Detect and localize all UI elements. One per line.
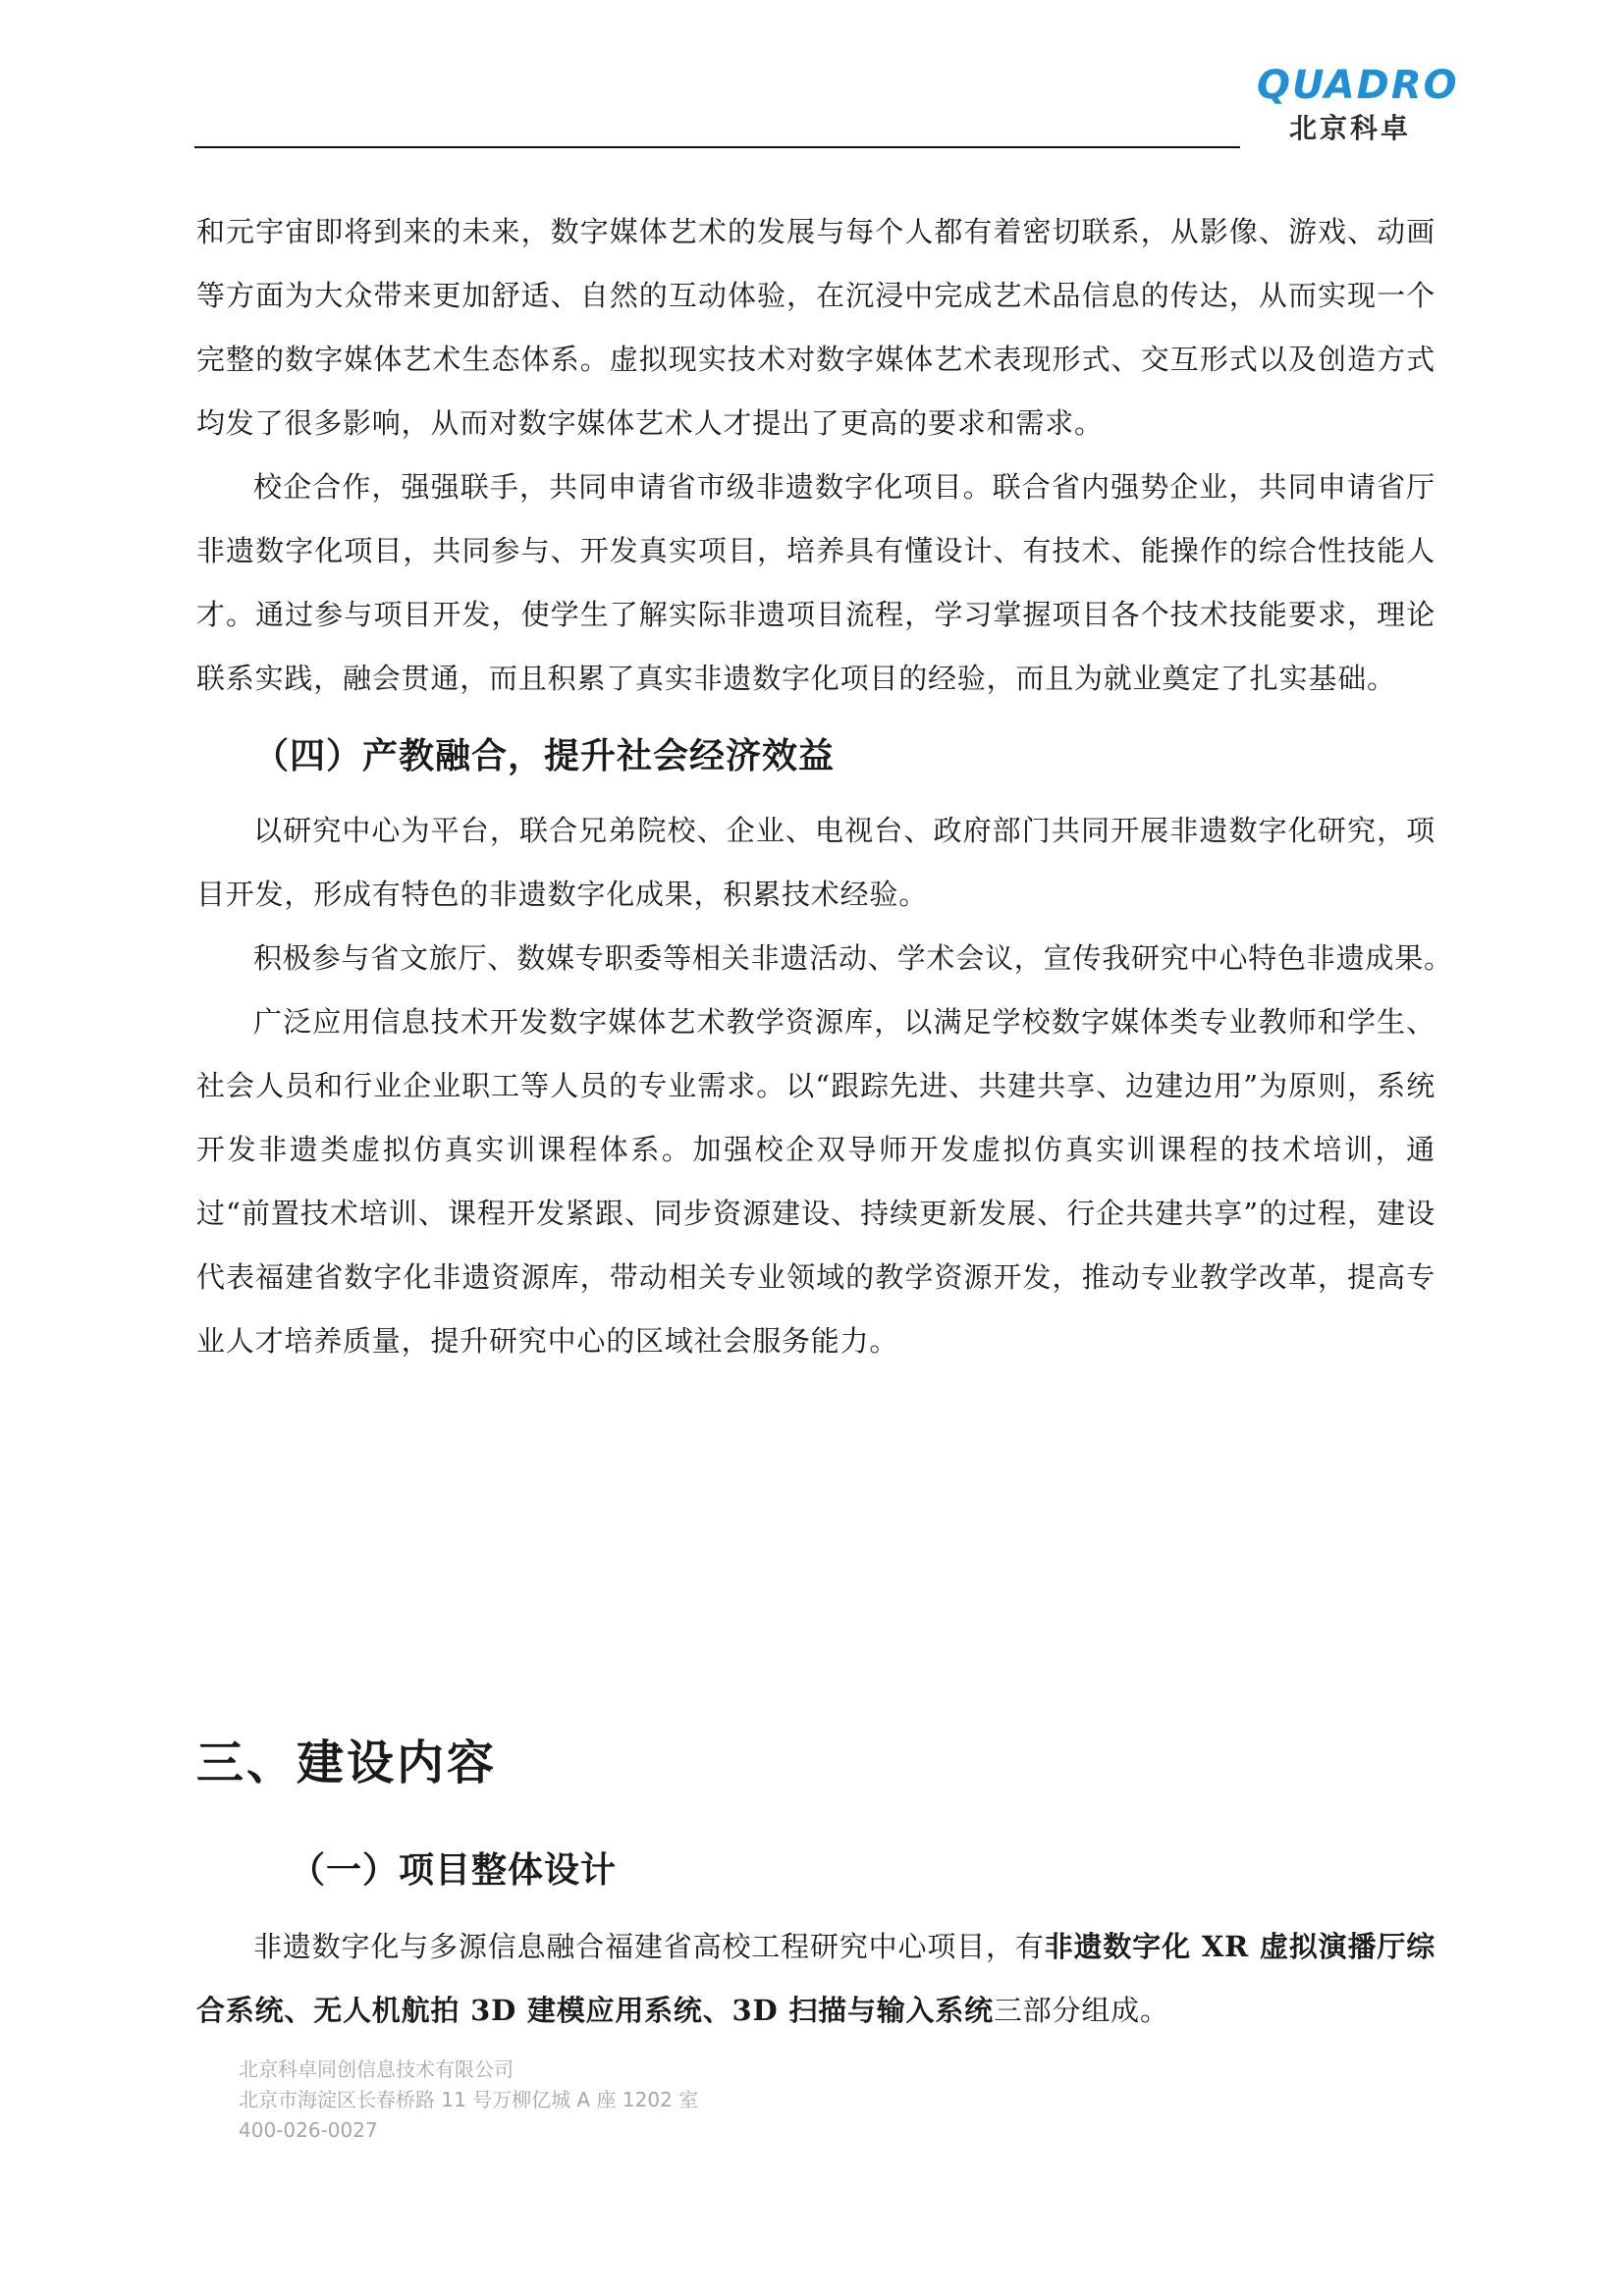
paragraph-continuation: 和元宇宙即将到来的未来，数字媒体艺术的发展与每个人都有着密切联系，从影像、游戏、动画等方面为大众带来更加舒适、自然的互动体验，在沉浸中完成艺术品信息的传达，从而实现一个完整的数字媒体艺术生态体系。虚拟现实技术对数字媒体艺术表现形式、交互形式以及创造方式均发了很多影响，从而对数字媒体艺术人才提出了更高的要求和需求。: [196, 215, 1435, 440]
composition-tail: 三部分组成。: [993, 1994, 1169, 2027]
footer-phone: 400-026-0027: [239, 2118, 378, 2142]
company-logo: [1257, 63, 1459, 153]
section-heading-1: （一）项目整体设计: [290, 1849, 618, 1891]
footer-address: 北京市海淀区长春桥路 11 号万柳亿城 A 座 1202 室: [239, 2088, 699, 2111]
paragraph-resource-library: 广泛应用信息技术开发数字媒体艺术教学资源库，以满足学校数字媒体类专业教师和学生、社会人员和行业企业职工等人员的专业需求。以“跟踪先进、共建共享、边建边用”为原则，系统开发非遗类虚拟仿真实训课程体系。加强校企双导师开发虚拟仿真实训课程的技术培训，通过“前置技术培训、课程开发紧跟、同步资源建设、持续更新发展、行企共建共享”的过程，建设代表福建省数字化非遗资源库，带动相关专业领域的教学资源开发，推动专业教学改革，提高专业人才培养质量，提升研究中心的区域社会服务能力。: [196, 1005, 1435, 1358]
section-heading-4: （四）产教融合，提升社会经济效益: [253, 735, 836, 776]
paragraph-research-platform: 以研究中心为平台，联合兄弟院校、企业、电视台、政府部门共同开展非遗数字化研究，项目开发，形成有特色的非遗数字化成果，积累技术经验。: [196, 814, 1435, 911]
footer-company: 北京科卓同创信息技术有限公司: [239, 2057, 514, 2081]
logo-chinese-name: 北京科卓: [1288, 112, 1411, 144]
chapter-heading-3: 三、建设内容: [196, 1735, 498, 1790]
header-divider: [194, 146, 1240, 148]
composition-lead: 非遗数字化与多源信息融合福建省高校工程研究中心项目，有: [253, 1930, 1045, 1963]
paragraph-school-enterprise: 校企合作，强强联手，共同申请省市级非遗数字化项目。联合省内强势企业，共同申请省厅非遗数字化项目，共同参与、开发真实项目，培养具有懂设计、有技术、能操作的综合性技能人才。通过参与项目开发，使学生了解实际非遗项目流程，学习掌握项目各个技术技能要求，理论联系实践，融会贯通，而且积累了真实非遗数字化项目的经验，而且为就业奠定了扎实基础。: [196, 470, 1435, 695]
composition-systems: 非遗数字化 XR 虚拟演播厅综合系统、无人机航拍 3D 建模应用系统、3D 扫描与输入系统: [196, 1930, 1436, 2027]
paragraph-participation: 积极参与省文旅厅、数媒专职委等相关非遗活动、学术会议，宣传我研究中心特色非遗成果。: [253, 941, 1453, 975]
paragraph-project-composition: [196, 1915, 1435, 2043]
logo-wordmark: QUADRO: [1257, 63, 1459, 108]
page-footer: [239, 2055, 698, 2146]
